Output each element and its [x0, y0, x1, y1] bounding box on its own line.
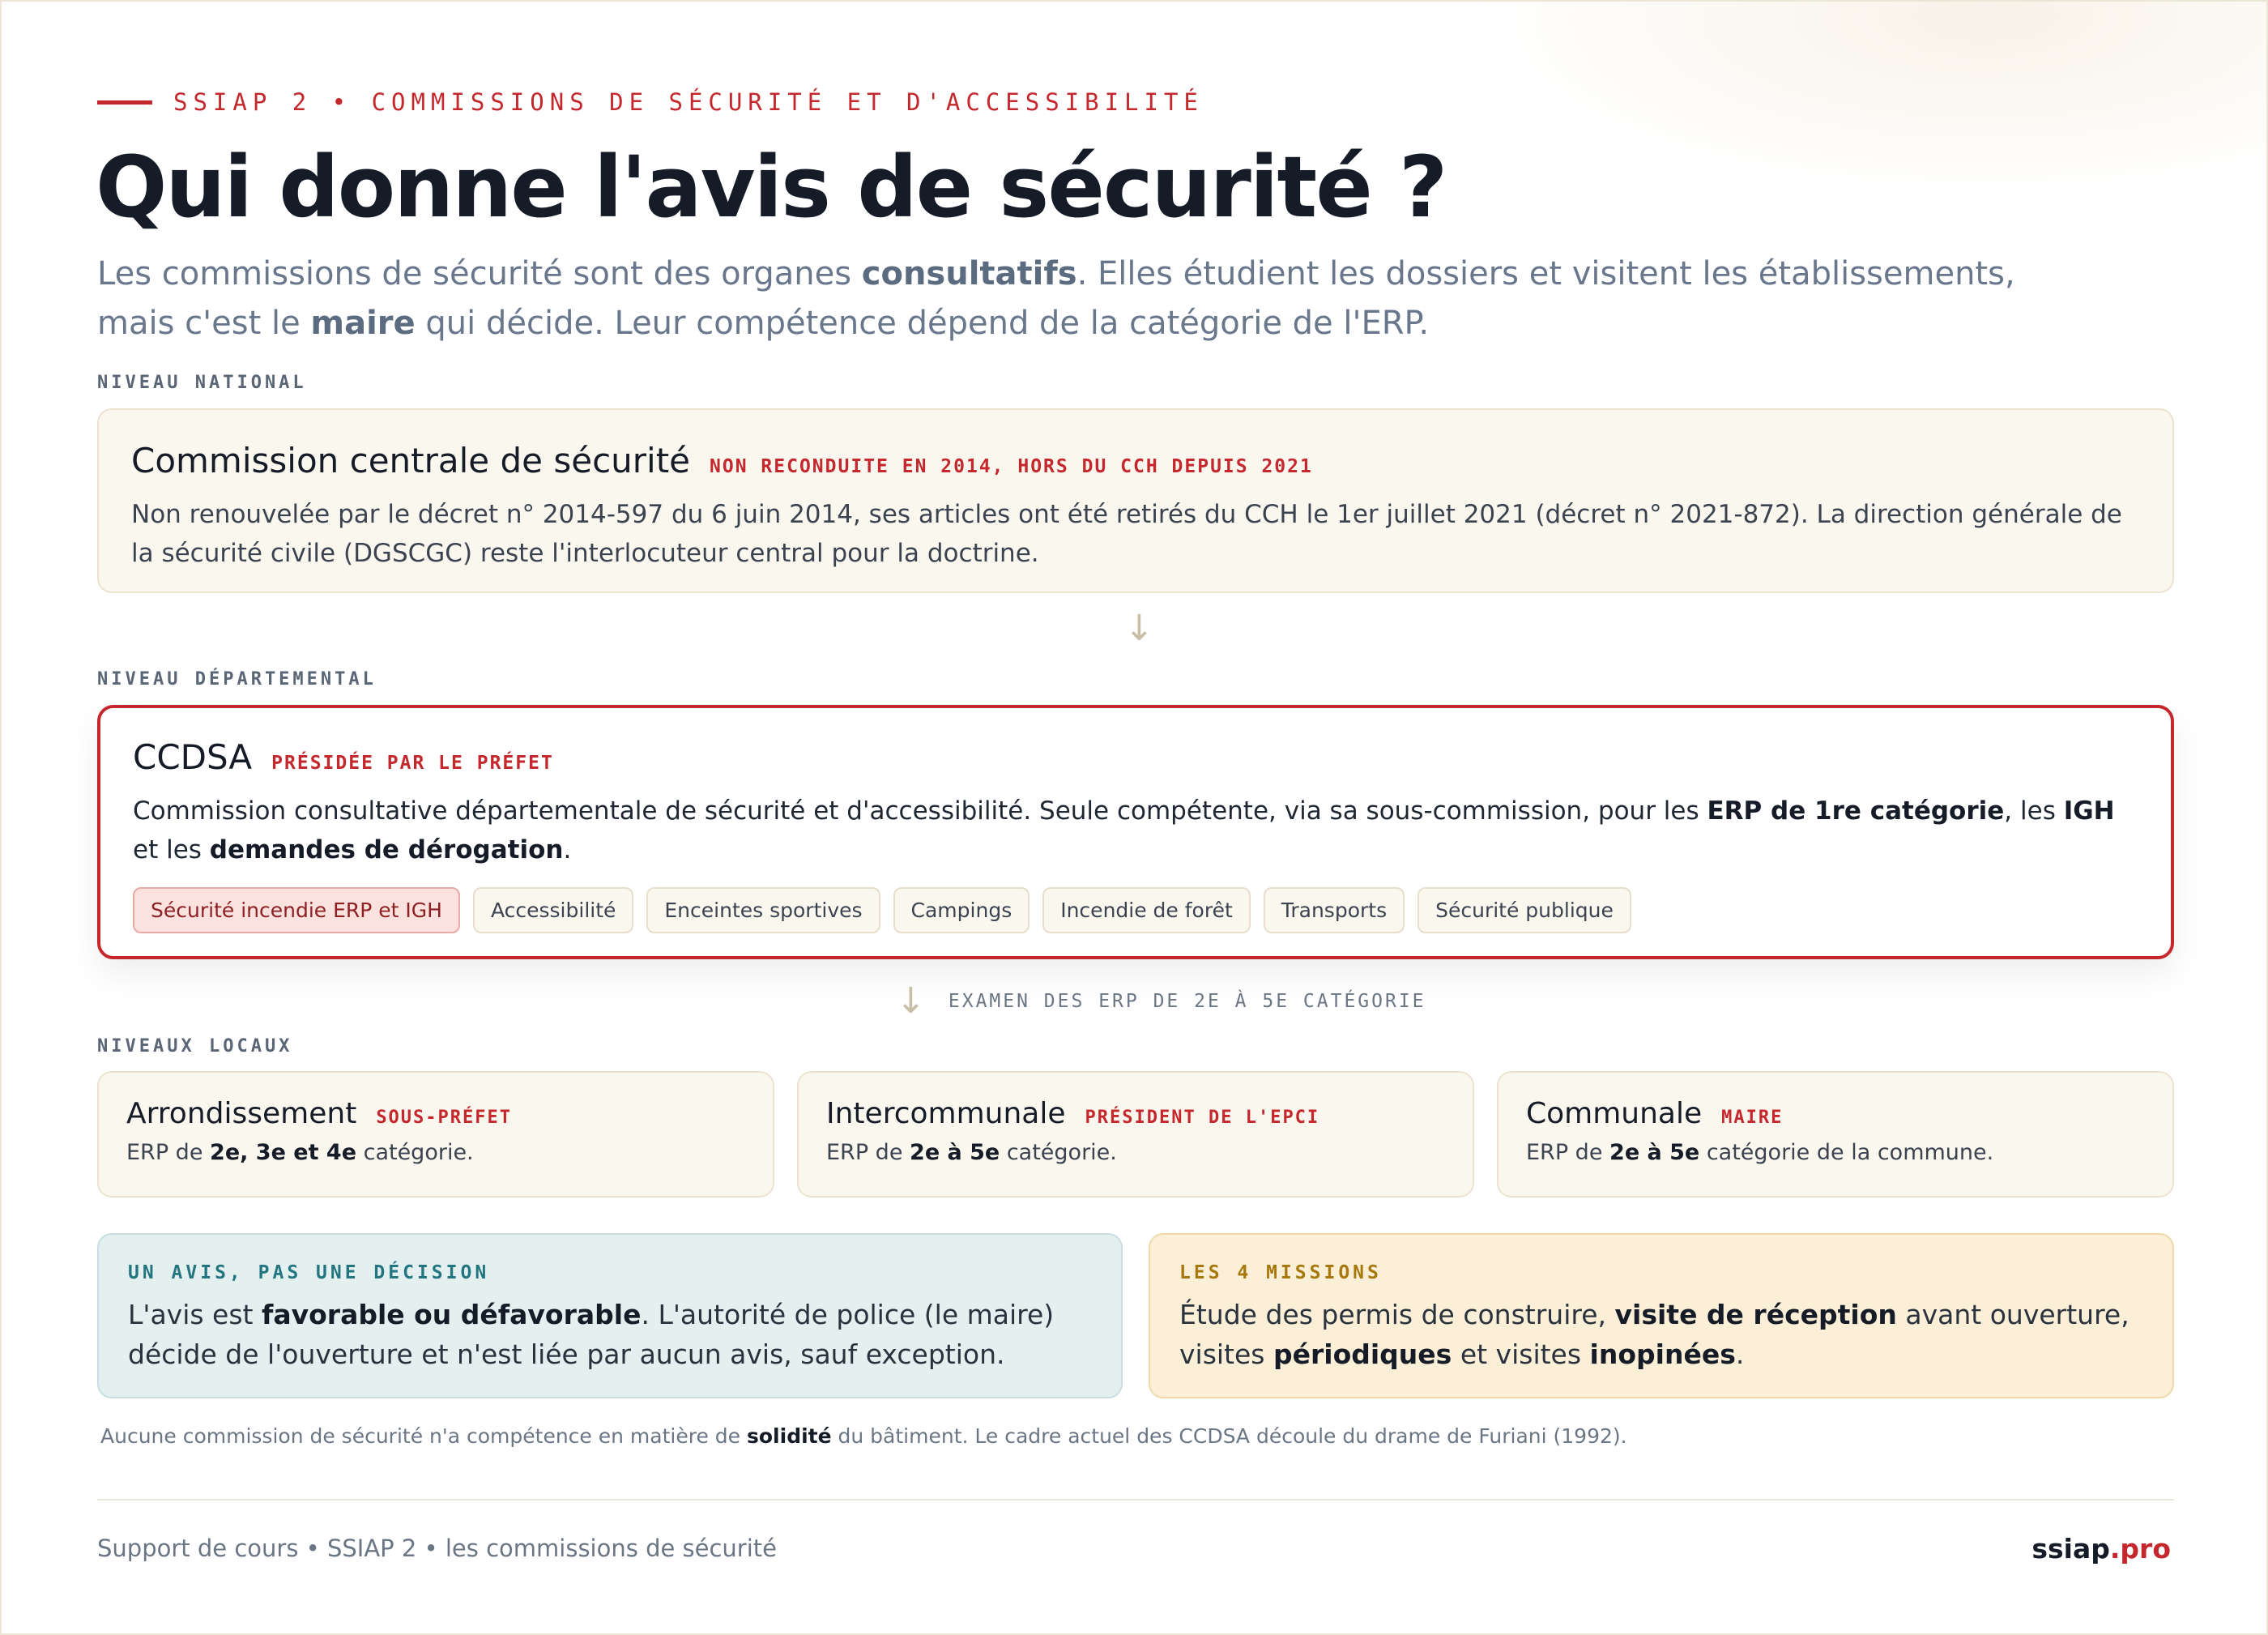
- level-label-departemental: NIVEAU DÉPARTEMENTAL: [97, 669, 377, 689]
- footnote: [100, 1424, 1627, 1448]
- body-text: et visites: [1452, 1338, 1590, 1370]
- body-text: ERP de: [126, 1140, 211, 1165]
- body-text: catégorie de la commune.: [1699, 1140, 1994, 1165]
- brand-name: ssiap: [2031, 1533, 2110, 1565]
- body-bold: inopinées: [1589, 1338, 1736, 1370]
- body-text: Commission consultative départementale de sécurité et d'accessibilité. Seule compétente, via sa sous-commission, pour les: [133, 796, 1707, 826]
- eyebrow-rule: [97, 100, 152, 105]
- lede-paragraph: [97, 250, 2090, 348]
- body-bold: 2e, 3e et 4e: [210, 1140, 357, 1165]
- card-title: Intercommunale: [826, 1097, 1066, 1130]
- lede-text: . Elles étudient les dossiers et visitent les établissements, mais c'est le: [97, 255, 2015, 342]
- note-body: [1179, 1295, 2143, 1374]
- status-tag: PRÉSIDÉE PAR LE PRÉFET: [271, 753, 554, 774]
- body-text: catégorie.: [356, 1140, 474, 1165]
- card-title-row: [133, 737, 2138, 777]
- card-title: Commission centrale de sécurité: [131, 441, 691, 480]
- body-text: avant ouverture, visites: [1179, 1299, 2129, 1370]
- level-label-national: NIVEAU NATIONAL: [97, 373, 307, 393]
- chip-4: Incendie de forêt: [1042, 887, 1251, 933]
- note-label: LES 4 MISSIONS: [1179, 1262, 1382, 1283]
- body-text: ERP de: [1526, 1140, 1610, 1165]
- card-body: [826, 1140, 1445, 1165]
- lede-bold: consultatifs: [861, 255, 1077, 292]
- footnote-text: du bâtiment. Le cadre actuel des CCDSA découle du drame de Furiani (1992).: [831, 1424, 1627, 1448]
- body-bold: favorable ou défavorable: [261, 1299, 642, 1330]
- body-bold: visite de réception: [1614, 1299, 1897, 1330]
- body-bold: ERP de 1re catégorie: [1707, 796, 2005, 826]
- body-text: Étude des permis de construire,: [1179, 1299, 1615, 1330]
- card-title: Communale: [1526, 1097, 1703, 1130]
- body-text: et les: [133, 835, 210, 864]
- status-tag: SOUS-PRÉFET: [376, 1108, 513, 1128]
- exam-label: EXAMEN DES ERP DE 2E À 5E CATÉGORIE: [948, 990, 1426, 1012]
- eyebrow: [97, 86, 1204, 118]
- body-text: . L'autorité de police (le maire) décide de l'ouverture et n'est liée par aucun avis, sauf exception.: [128, 1299, 1055, 1370]
- body-text: .: [1735, 1338, 1745, 1370]
- card-ccdsa: [97, 705, 2174, 959]
- footnote-bold: solidité: [747, 1424, 832, 1448]
- status-tag: NON RECONDUITE EN 2014, HORS DU CCH DEPUIS 2021: [710, 456, 1313, 477]
- chip-3: Campings: [893, 887, 1030, 933]
- level-label-locaux: NIVEAUX LOCAUX: [97, 1036, 293, 1057]
- lede-text: qui décide. Leur compétence dépend de la catégorie de l'ERP.: [415, 305, 1430, 342]
- card-title-row: [826, 1097, 1445, 1130]
- note-body: [128, 1295, 1092, 1374]
- body-text: catégorie.: [1000, 1140, 1117, 1165]
- note-label: UN AVIS, PAS UNE DÉCISION: [128, 1262, 490, 1283]
- card-body: Non renouvelée par le décret n° 2014-597 du 6 juin 2014, ses articles ont été retirés du CCH le 1er juillet 2021 (décret n° 2021-872). La direction générale de la sécurité civile (DGSCGC) reste l'interlocuteur central pour la doctrine.: [131, 500, 2122, 568]
- body-text: .: [563, 835, 572, 864]
- lede-text: Les commissions de sécurité sont des organes: [97, 255, 862, 292]
- brand-tld: .pro: [2109, 1533, 2171, 1565]
- note-missions: [1149, 1233, 2174, 1398]
- body-bold: périodiques: [1273, 1338, 1452, 1370]
- arrow-down-icon: ↓: [1124, 608, 1154, 649]
- body-bold: 2e à 5e: [1609, 1140, 1700, 1165]
- body-text: ERP de: [826, 1140, 910, 1165]
- card-title-row: [1526, 1097, 2145, 1130]
- exam-connector: [896, 980, 1426, 1022]
- chip-1: Accessibilité: [473, 887, 633, 933]
- body-bold: 2e à 5e: [910, 1140, 1000, 1165]
- body-bold: demandes de dérogation: [209, 835, 564, 864]
- card-title: CCDSA: [133, 737, 253, 777]
- card-commission-centrale: [97, 408, 2174, 593]
- body-text: , les: [2004, 796, 2064, 826]
- footer-caption: Support de cours • SSIAP 2 • les commissions de sécurité: [97, 1535, 778, 1562]
- note-avis: [97, 1233, 1123, 1398]
- card-communale: [1497, 1071, 2174, 1197]
- card-body: [1526, 1140, 2145, 1165]
- card-title-row: [126, 1097, 745, 1130]
- chip-0: Sécurité incendie ERP et IGH: [133, 887, 460, 933]
- chip-5: Transports: [1264, 887, 1405, 933]
- chip-6: Sécurité publique: [1418, 887, 1631, 933]
- card-body: [133, 792, 2125, 869]
- body-text: L'avis est: [128, 1299, 262, 1330]
- body-bold: IGH: [2063, 796, 2115, 826]
- status-tag: MAIRE: [1721, 1108, 1784, 1128]
- arrow-down-icon: ↓: [896, 980, 926, 1022]
- eyebrow-text: SSIAP 2 • COMMISSIONS DE SÉCURITÉ ET D'ACCESSIBILITÉ: [173, 88, 1204, 116]
- card-title: Arrondissement: [126, 1097, 357, 1130]
- chip-list: [133, 887, 2138, 933]
- card-arrondissement: [97, 1071, 774, 1197]
- card-intercommunale: [797, 1071, 1474, 1197]
- status-tag: PRÉSIDENT DE L'EPCI: [1085, 1108, 1320, 1128]
- chip-2: Enceintes sportives: [646, 887, 880, 933]
- card-title-row: [131, 441, 2140, 480]
- lede-bold: maire: [310, 305, 416, 342]
- page-title: Qui donne l'avis de sécurité ?: [96, 138, 1447, 237]
- card-body: [126, 1140, 745, 1165]
- footnote-text: Aucune commission de sécurité n'a compétence en matière de: [100, 1424, 747, 1448]
- footer-divider: [97, 1499, 2174, 1501]
- brand-link[interactable]: [2031, 1533, 2171, 1565]
